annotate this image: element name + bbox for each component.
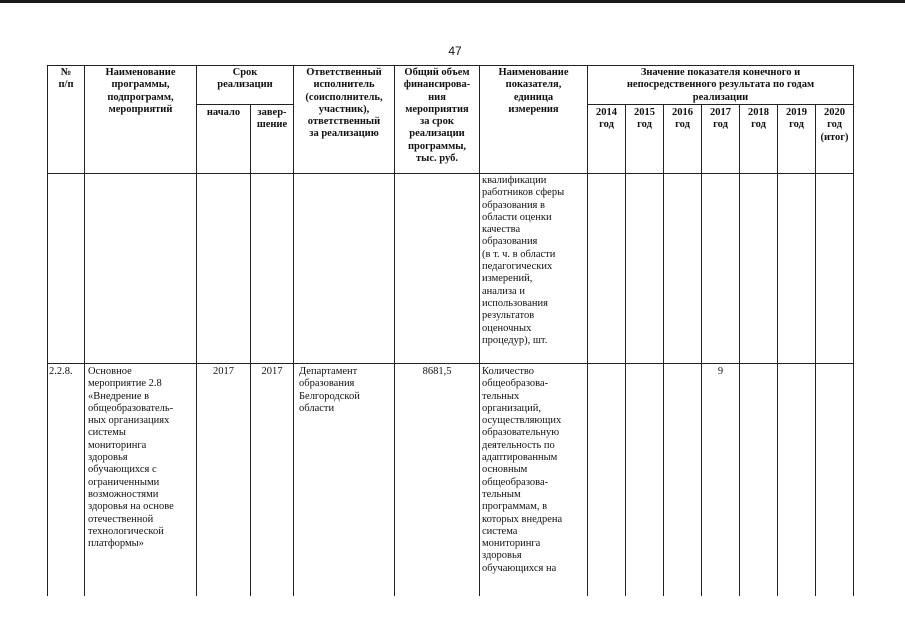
header-num: № п/п (58, 67, 74, 91)
scan-top-edge (0, 0, 905, 3)
header-year-2019: 2019 год (786, 107, 807, 131)
program-table (47, 65, 854, 596)
header-period: Срок реализации (217, 67, 273, 91)
row2-responsible: Департамент образования Белгородской области (299, 366, 360, 414)
row2-start: 2017 (213, 366, 234, 377)
header-indicator: Наименование показателя, единица измерения (498, 67, 569, 115)
table-border-left (47, 65, 48, 596)
header-year-2014: 2014 год (596, 107, 617, 131)
col-divider-2020 (815, 104, 816, 596)
header-sub-divider-years (587, 104, 854, 105)
col-divider-indicator (479, 65, 480, 596)
col-divider-2015 (625, 104, 626, 596)
header-values-group: Значение показателя конечного и непосредственного результата по годам реализации (626, 67, 815, 103)
col-divider-responsible (293, 65, 294, 596)
header-year-2016: 2016 год (672, 107, 693, 131)
row2-indicator: Количество общеобразова- тельных организаций, осуществляющих образовательную деятельность по адаптированным основным общеобразова- тельным программам, в которых внедрена система мониторинга здоровья обучающихся на (482, 366, 563, 574)
row2-num: 2.2.8. (49, 366, 73, 377)
col-divider-values (587, 65, 588, 596)
header-name: Наименование программы, подпрограмм, мероприятий (105, 67, 176, 115)
header-year-2018: 2018 год (748, 107, 769, 131)
header-bottom-border (47, 173, 854, 174)
table-border-right (853, 65, 854, 596)
col-divider-2019 (777, 104, 778, 596)
row1-indicator: квалификации работников сферы образования в области оценки качества образования (в т. ч. в области педагогических измерений, анализа и использования результатов оценочных процедур), шт. (482, 175, 565, 346)
header-period-end: завер- шение (256, 107, 288, 131)
page-number: 47 (448, 44, 462, 58)
col-divider-period (196, 65, 197, 596)
header-year-2020: 2020 год (итог) (820, 107, 849, 143)
col-divider-2018 (739, 104, 740, 596)
header-period-start: начало (206, 107, 241, 118)
col-divider-name (84, 65, 85, 596)
row-divider (47, 363, 854, 364)
header-year-2015: 2015 год (634, 107, 655, 131)
row2-funding: 8681,5 (422, 366, 452, 377)
row2-year-2017: 9 (717, 366, 724, 377)
col-divider-start-end (250, 104, 251, 596)
row2-name: Основное мероприятие 2.8 «Внедрение в общеобразователь- ных организациях системы мониторинга здоровья обучающихся с ограниченными возможностями здоровья на основе отечественной технологической платформы» (88, 366, 174, 550)
table-border-top (47, 65, 854, 66)
header-sub-divider-period (196, 104, 293, 105)
row2-end: 2017 (261, 366, 283, 377)
col-divider-2016 (663, 104, 664, 596)
col-divider-2017 (701, 104, 702, 596)
header-year-2017: 2017 год (710, 107, 731, 131)
header-funding: Общий объем финансирова- ния мероприятия за срок реализации программы, тыс. руб. (403, 67, 471, 165)
header-responsible: Ответственный исполнитель (соисполнитель, участник), ответственный за реализацию (305, 67, 383, 140)
